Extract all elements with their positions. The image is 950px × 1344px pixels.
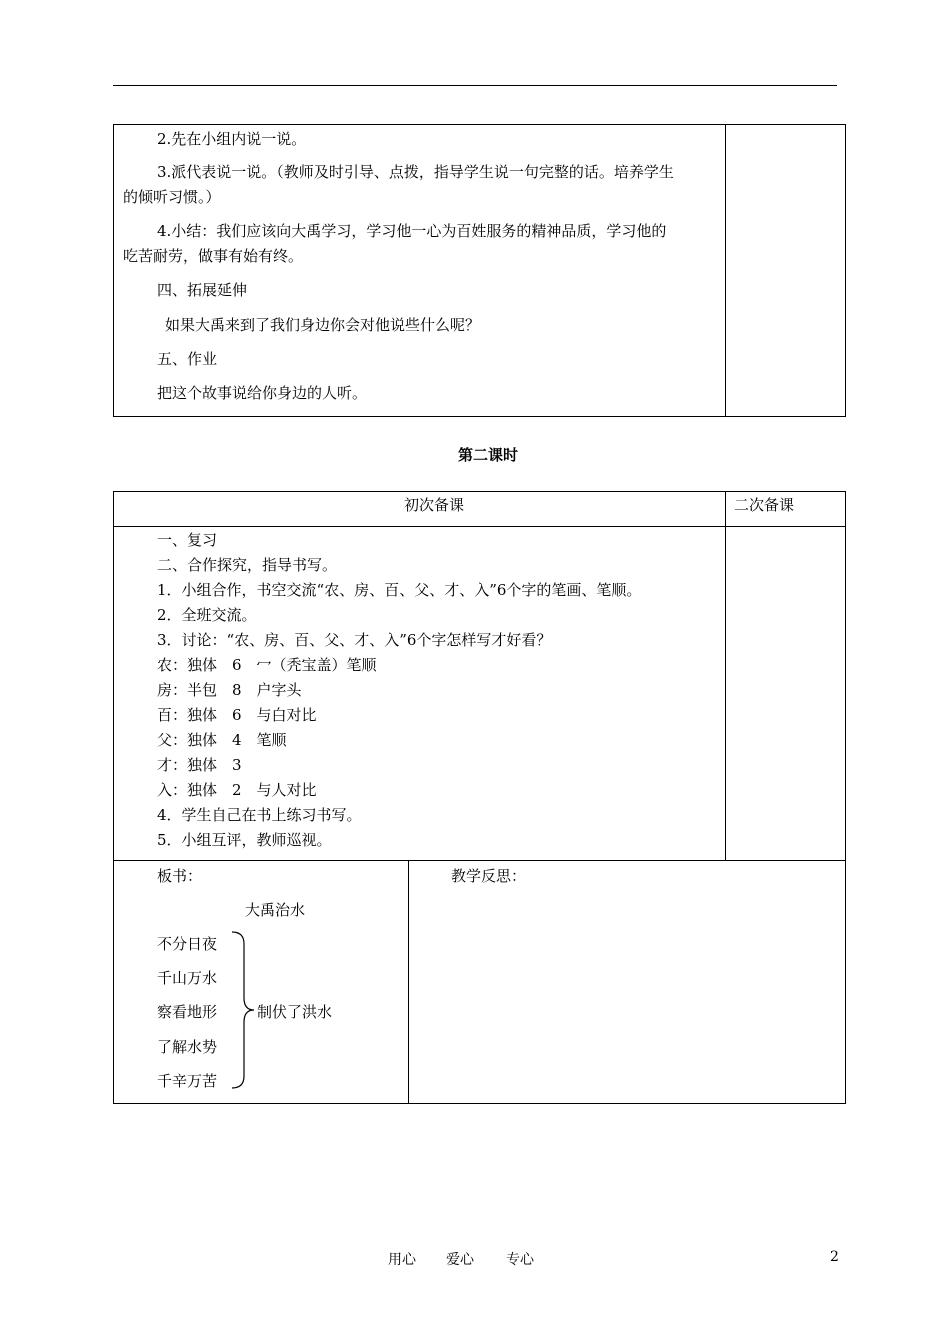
board-divider — [408, 860, 409, 1104]
lesson-table-divider — [725, 491, 726, 860]
top-line-7: 如果大禹来到了我们身边你会对他说些什么呢？ — [165, 316, 481, 334]
lesson-line-5: 3．讨论：“农、房、百、父、才、入”6个字怎样写才好看？ — [157, 631, 552, 649]
lesson-line-8: 百：独体 6 与白对比 — [157, 706, 317, 724]
top-line-9: 把这个故事说给你身边的人听。 — [157, 384, 368, 402]
board-item-2: 千山万水 — [157, 969, 218, 987]
lesson-line-3: 1．小组合作，书空交流“农、房、百、父、才、入”6个字的笔画、笔顺。 — [157, 581, 642, 599]
board-title: 大禹治水 — [245, 901, 306, 919]
lesson-line-2: 二、合作探究，指导书写。 — [157, 556, 338, 574]
col2-header: 二次备课 — [734, 496, 795, 514]
board-result: 制伏了洪水 — [257, 1003, 333, 1021]
lesson-line-9: 父：独体 4 笔顺 — [157, 731, 287, 749]
top-line-1: 2.先在小组内说一说。 — [157, 130, 307, 148]
footer-item-1: 用心 — [388, 1252, 416, 1268]
top-line-4: 4.小结：我们应该向大禹学习，学习他一心为百姓服务的精神品质，学习他的 — [157, 222, 667, 240]
page-number: 2 — [830, 1249, 839, 1265]
lesson-line-10: 才：独体 3 — [157, 756, 242, 774]
board-item-1: 不分日夜 — [157, 935, 218, 953]
section-title: 第二课时 — [458, 446, 519, 464]
top-line-8: 五、作业 — [157, 350, 218, 368]
footer-item-2: 爱心 — [446, 1252, 474, 1268]
top-line-2: 3.派代表说一说。（教师及时引导、点拨，指导学生说一句完整的话。培养学生 — [157, 163, 674, 181]
curly-brace-icon — [228, 930, 258, 1090]
col1-header: 初次备课 — [404, 496, 465, 514]
footer-item-3: 专心 — [506, 1252, 534, 1268]
lesson-line-13: 5．小组互评，教师巡视。 — [157, 831, 332, 849]
lesson-line-4: 2．全班交流。 — [157, 606, 257, 624]
lesson-line-6: 农：独体 6 冖（秃宝盖）笔顺 — [157, 656, 377, 674]
top-line-5: 吃苦耐劳，做事有始有终。 — [123, 247, 304, 265]
lesson-line-11: 入：独体 2 与人对比 — [157, 781, 317, 799]
board-item-4: 了解水势 — [157, 1038, 218, 1056]
top-line-6: 四、拓展延伸 — [157, 281, 248, 299]
lesson-line-1: 一、复习 — [157, 531, 218, 549]
top-line-3: 的倾听习惯。） — [123, 188, 221, 206]
top-table-divider — [725, 124, 726, 417]
header-rule — [113, 85, 837, 86]
reflection-label: 教学反思： — [451, 867, 527, 885]
board-item-5: 千辛万苦 — [157, 1072, 218, 1090]
header-row-line — [113, 526, 846, 527]
board-item-3: 察看地形 — [157, 1003, 218, 1021]
board-label: 板书： — [157, 867, 203, 885]
board-row-line — [113, 860, 846, 861]
lesson-line-12: 4．学生自己在书上练习书写。 — [157, 806, 362, 824]
lesson-line-7: 房：半包 8 户字头 — [157, 681, 302, 699]
